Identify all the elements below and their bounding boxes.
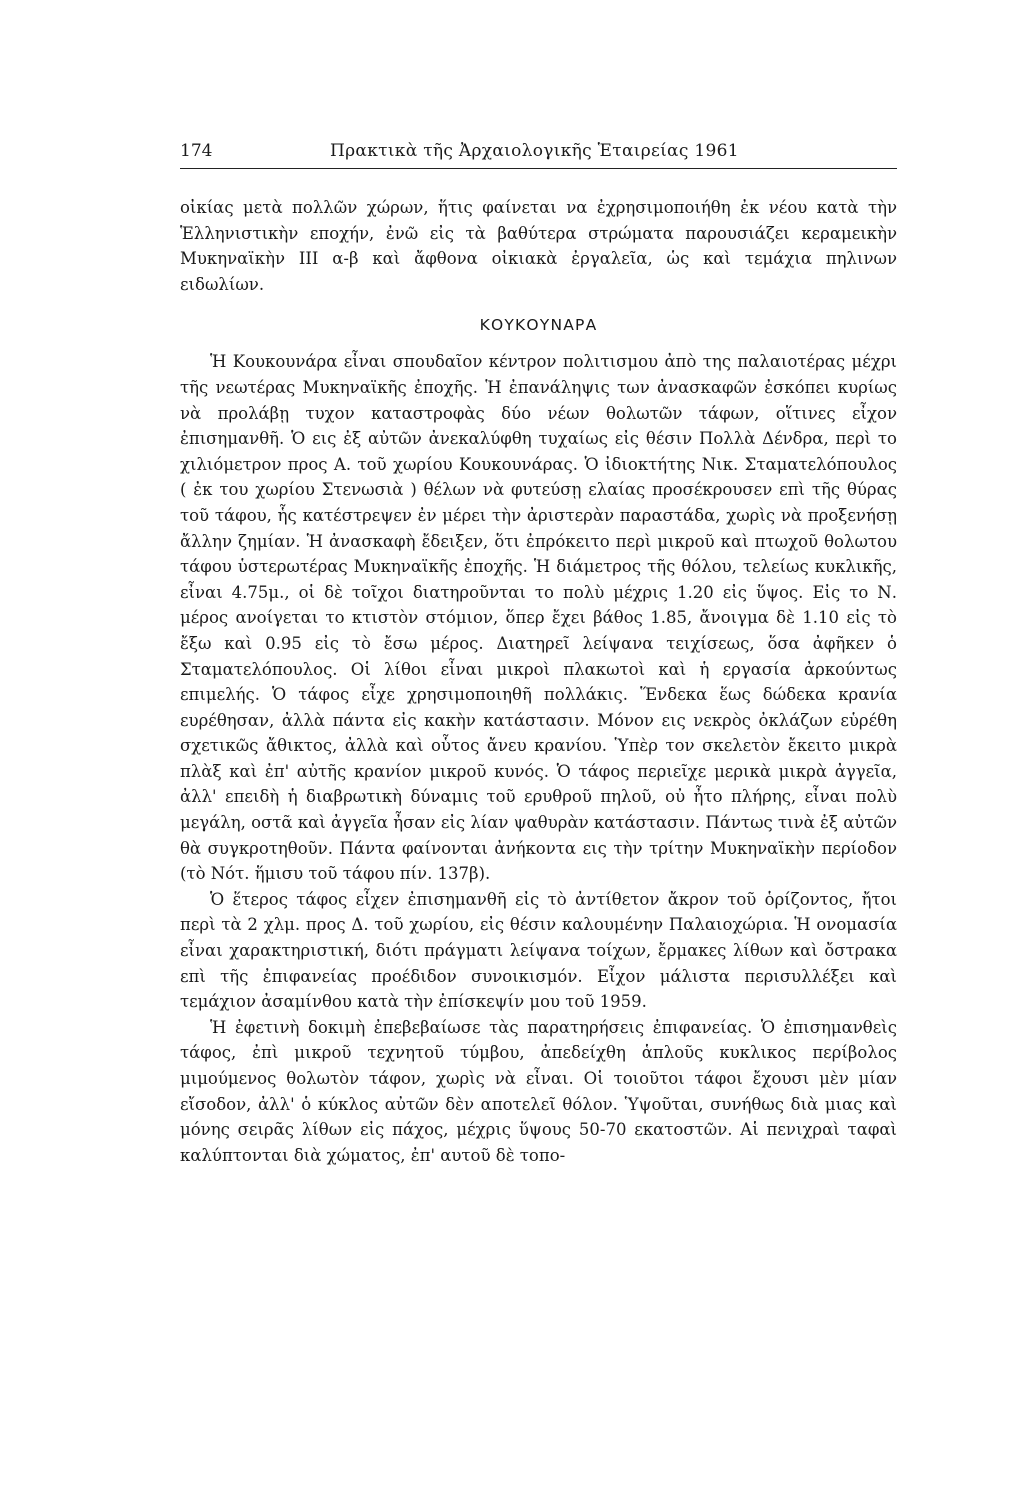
section-heading: ΚΟΥΚΟΥΝΑΡΑ (479, 316, 598, 335)
paragraph-second-tomb: Ὁ ἕτερος τάφος εἶχεν ἐπισημανθῆ εἰς τὸ ἀντίθετον ἄκρον τοῦ ὁρίζοντος, ἤτοι περὶ τὰ 2 χλμ. προς Δ. τοῦ χωρίου, εἰς θέσιν καλουμένην Παλαιοχώρια. Ἡ ονομασία εἶναι χαρακτηριστική, διότι πράγματι λείψανα τοίχων, ἔρμακες λίθων καὶ ὄστρακα επὶ τῆς ἐπιφανείας προέδιδον συνοικισμόν. Εἶχον μάλιστα περισυλλέξει καὶ τεμάχιον ἀσαμίνθου κατὰ τὴν ἐπίσκεψίν μου τοῦ 1959. (180, 889, 897, 1012)
intro-paragraph: οἰκίας μετὰ πολλῶν χώρων, ἥτις φαίνεται να ἐχρησιμοποιήθη ἐκ νέου κατὰ τὴν Ἑλληνιστικὴν εποχήν, ἐνῶ εἰς τὰ βαθύτερα στρώματα παρουσιάζει κεραμεικὴν Μυκηναϊκὴν ΙΙΙ α-β καὶ ἄφθονα οἰκιακὰ ἐργαλεῖα, ὡς καὶ τεμάχια πηλινων ειδωλίων. (180, 198, 897, 294)
paragraph-test-excavation: Ἡ ἐφετινὴ δοκιμὴ ἐπεβεβαίωσε τὰς παρατηρήσεις ἐπιφανείας. Ὁ ἐπισημανθεὶς τάφος, ἐπὶ μικροῦ τεχνητοῦ τύμβου, ἀπεδείχθη ἁπλοῦς κυκλικος περίβολος μιμούμενος θολωτὸν τάφον, χωρὶς νὰ εἶναι. Οἱ τοιοῦτοι τάφοι ἔχουσι μὲν μίαν εἴσοδον, ἀλλ' ὁ κύκλος αὐτῶν δὲν αποτελεῖ θόλον. Ὑψοῦται, συνήθως διὰ μιας καὶ μόνης σειρᾶς λίθων εἰς πάχος, μέχρις ὕψους 50-70 εκατοστῶν. Αἱ πενιχραὶ ταφαὶ καλύπτονται διὰ χώματος, ἐπ' αυτοῦ δὲ τοπο- (180, 1017, 897, 1165)
body-text (180, 195, 897, 1168)
page-number: 174 (180, 141, 213, 161)
running-header (180, 140, 897, 169)
journal-title: Πρακτικὰ τῆς Ἀρχαιολογικῆς Ἑταιρείας 1961 (330, 141, 739, 161)
paragraph-koukounara: Ἡ Κουκουνάρα εἶναι σπουδαῖον κέντρον πολιτισμου ἀπὸ της παλαιοτέρας μέχρι τῆς νεωτέρας Μυκηναϊκῆς ἐποχῆς. Ἡ ἐπανάληψις των ἀνασκαφῶν ἐσκόπει κυρίως νὰ προλάβῃ τυχον καταστροφὰς δύο νέων θολωτῶν τάφων, οἵτινες εἶχον ἐπισημανθῆ. Ὁ εις ἐξ αὐτῶν ἀνεκαλύφθη τυχαίως εἰς θέσιν Πολλὰ Δένδρα, περὶ το χιλιόμετρον προς Α. τοῦ χωρίου Κουκουνάρας. Ὁ ἰδιοκτήτης Νικ. Σταματελόπουλος ( ἐκ του χωρίου Στενωσιὰ ) θέλων νὰ φυτεύσῃ ελαίας προσέκρουσεν επὶ τῆς θύρας τοῦ τάφου, ἧς κατέστρεψεν ἐν μέρει τὴν ἀριστερὰν παραστάδα, χωρὶς νὰ προξενήσῃ ἄλλην ζημίαν. Ἡ ἀνασκαφὴ ἔδειξεν, ὅτι ἐπρόκειτο περὶ μικροῦ καὶ πτωχοῦ θολωτου τάφου ὑστερωτέρας Μυκηναϊκῆς ἐποχῆς. Ἡ διάμετρος τῆς θόλου, τελείως κυκλικῆς, εἶναι 4.75μ., οἱ δὲ τοῖχοι διατηροῦνται το πολὺ μέχρις 1.20 εἰς ὕψος. Εἰς το Ν. μέρος ανοίγεται το κτιστὸν στόμιον, ὅπερ ἔχει βάθος 1.85, ἄνοιγμα δὲ 1.10 εἰς τὸ ἔξω καὶ 0.95 εἰς τὸ ἔσω μέρος. Διατηρεῖ λείψανα τειχίσεως, ὅσα ἀφῆκεν ὁ Σταματελόπουλος. Οἱ λίθοι εἶναι μικροὶ πλακωτοὶ καὶ ἡ εργασία ἀρκούντως επιμελής. Ὁ τάφος εἶχε χρησιμοποιηθῆ πολλάκις. Ἕνδεκα ἕως δώδεκα κρανία ευρέθησαν, ἀλλὰ πάντα εἰς κακὴν κατάστασιν. Μόνον εις νεκρὸς ὀκλάζων εὑρέθη σχετικῶς ἄθικτος, ἀλλὰ καὶ οὗτος ἄνευ κρανίου. Ὑπὲρ τον σκελετὸν ἔκειτο μικρὰ πλὰξ καὶ ἐπ' αὐτῆς κρανίον μικροῦ κυνός. Ὁ τάφος περιεῖχε μερικὰ μικρὰ ἀγγεῖα, ἀλλ' επειδὴ ἡ διαβρωτικὴ δύναμις τοῦ ερυθροῦ πηλοῦ, οὐ ἦτο πλήρης, εἶναι πολὺ μεγάλη, οστᾶ καὶ ἀγγεῖα ἦσαν εἰς λίαν ψαθυρὰν κατάστασιν. Πάντως τινὰ ἐξ αὐτῶν θὰ συγκροτηθοῦν. Πάντα φαίνονται ἀνήκοντα εις τὴν τρίτην Μυκηναϊκὴν περίοδον (τὸ Νότ. ἥμισυ τοῦ τάφου πίν. 137β). (180, 352, 897, 884)
document-page (180, 140, 897, 1168)
